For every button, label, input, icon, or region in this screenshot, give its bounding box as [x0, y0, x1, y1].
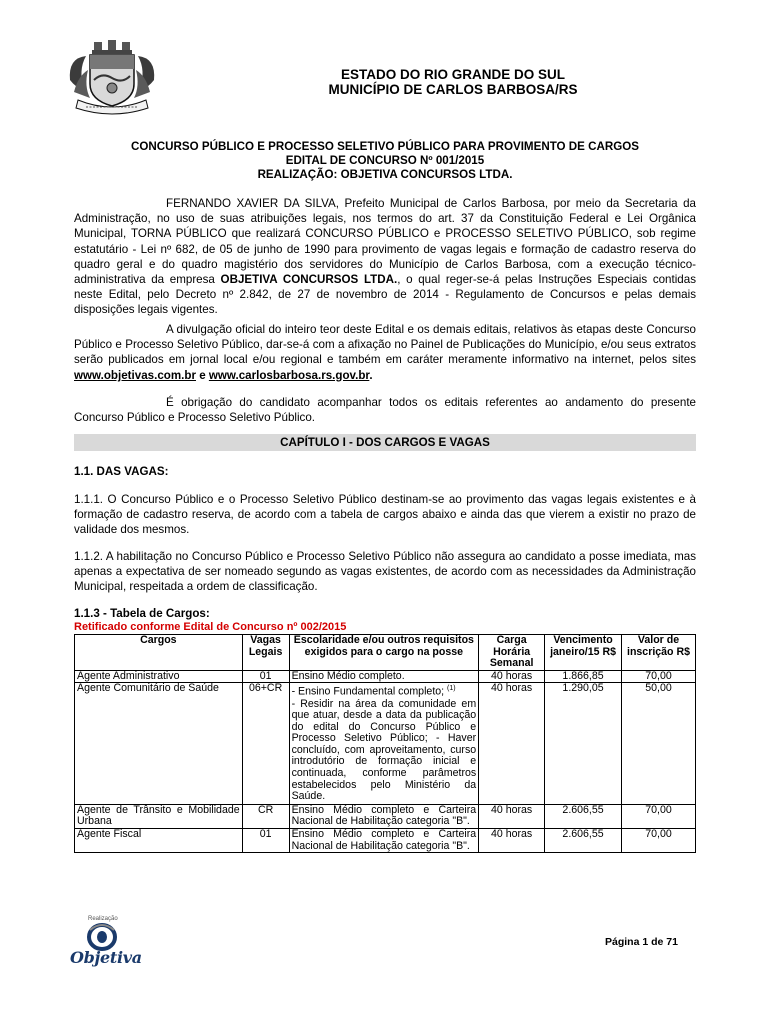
- intro-p1-text-b: , o qual reger-se-á pelas Instruções Especiais contidas neste Edital, pelo Decreto nº 2.842, de 27 de novembro de 2014 - Regulamento de Concursos e pelas demais disposições legais vigentes.: [74, 273, 696, 317]
- cell-carga: 40 horas: [479, 683, 545, 804]
- cell-vagas: CR: [242, 804, 289, 828]
- table-row: [75, 670, 696, 683]
- municipality-name: MUNICÍPIO DE CARLOS BARBOSA/RS: [328, 82, 578, 97]
- section-title: 1.1. DAS VAGAS:: [74, 465, 169, 478]
- cell-valor: 70,00: [622, 670, 696, 683]
- cell-vencimento: 1.290,05: [545, 683, 622, 804]
- cell-vagas: 01: [242, 829, 289, 853]
- cell-vencimento: 1.866,85: [545, 670, 622, 683]
- cell-escolaridade: Ensino Médio completo e Carteira Nacional de Habilitação categoria "B".: [289, 804, 479, 828]
- footnote-marker: (1): [447, 685, 456, 693]
- page-number: Página 1 de 71: [605, 936, 678, 948]
- intro-p2-end: .: [369, 368, 373, 382]
- table-row: [75, 683, 696, 804]
- objetiva-logo: [66, 916, 142, 968]
- intro-p1-text-a: FERNANDO XAVIER DA SILVA, Prefeito Municipal de Carlos Barbosa, por meio da Secretaria da Administração, no uso de suas atribuições legais, nos termos do art. 37 da Constituição Federal e Lei Orgânica Municipal, TORNA PÚBLICO que realizará CONCURSO PÚBLICO e PROCESSO SELETIVO PÚBLICO, sob regime estatutário - Lei nº 682, de 05 de junho de 1990 para provimento de vagas legais e formação de cadastro reserva do quadro geral e do quadro magistério dos servidores do Município de Carlos Barbosa, com a execução técnico-administrativa da empresa: [74, 197, 696, 287]
- cell-escolaridade: [289, 683, 479, 804]
- table-row: [75, 804, 696, 828]
- rectification-note: Retificado conforme Edital de Concurso nº 002/2015: [74, 621, 347, 633]
- logo-wordmark: Objetiva: [70, 948, 142, 967]
- header-vagas: Vagas Legais: [242, 635, 289, 671]
- intro-p2-and: e: [195, 368, 209, 382]
- edital-number: EDITAL DE CONCURSO Nº 001/2015: [285, 154, 485, 167]
- intro-paragraph-2: [74, 322, 696, 383]
- objetivas-link[interactable]: www.objetivas.com.br: [74, 368, 196, 382]
- header-escolaridade: Escolaridade e/ou outros requisitos exigidos para o cargo na posse: [289, 635, 479, 671]
- cell-valor: 70,00: [622, 804, 696, 828]
- header-carga: Carga Horária Semanal: [479, 635, 545, 671]
- cell-vencimento: 2.606,55: [545, 829, 622, 853]
- municipal-coat-of-arms: [64, 40, 160, 116]
- header-vencimento: Vencimento janeiro/15 R$: [545, 635, 622, 671]
- cell-valor: 50,00: [622, 683, 696, 804]
- cell-cargo: Agente Administrativo: [75, 670, 243, 683]
- clause-1-1-1: 1.1.1. O Concurso Público e o Processo Seletivo Público destinam-se ao provimento das vagas legais existentes e à formação de cadastro reserva, de acordo com a tabela de cargos abaixo e ainda das que vierem a existir no prazo de validade dos mesmos.: [74, 493, 696, 537]
- chapter-heading: CAPÍTULO I - DOS CARGOS E VAGAS: [74, 434, 696, 451]
- cell-carga: 40 horas: [479, 804, 545, 828]
- edital-title-block: [74, 140, 696, 182]
- cell-cargo: Agente Fiscal: [75, 829, 243, 853]
- escolaridade-line-1: - Ensino Fundamental completo;: [291, 685, 445, 698]
- cell-carga: 40 horas: [479, 829, 545, 853]
- intro-paragraph-1: [74, 196, 696, 318]
- cell-vagas: 01: [242, 670, 289, 683]
- table-row: [75, 829, 696, 853]
- intro-p1-company: OBJETIVA CONCURSOS LTDA.: [220, 273, 398, 287]
- header-valor: Valor de inscrição R$: [622, 635, 696, 671]
- intro-p3-text: É obrigação do candidato acompanhar todos os editais referentes ao andamento do presente Concurso Público e Processo Seletivo Público.: [74, 396, 696, 425]
- table-title: 1.1.3 - Tabela de Cargos:: [74, 607, 210, 620]
- header-cargo: Cargos: [75, 635, 243, 671]
- positions-table: [74, 634, 696, 853]
- document-header: [226, 67, 680, 97]
- intro-paragraph-3: [74, 395, 696, 425]
- escolaridade-extra: - Residir na área da comunidade em que atuar, desde a data da publicação do edital do Concurso Público e Processo Seletivo Público; - Haver concluído, com aproveitamento, curso introdutório de formação inicial e continuada, conforme parâmetros estabelecidos pelo Ministério da Saúde.: [291, 697, 477, 803]
- cell-carga: 40 horas: [479, 670, 545, 683]
- cell-escolaridade: Ensino Médio completo e Carteira Nacional de Habilitação categoria "B".: [289, 829, 479, 853]
- cell-vagas: 06+CR: [242, 683, 289, 804]
- table-header-row: [75, 635, 696, 671]
- clause-1-1-2: 1.1.2. A habilitação no Concurso Público e Processo Seletivo Público não assegura ao candidato a posse imediata, mas apenas a expectativa de ser nomeado segundo as vagas existentes, de acordo com as necessidades da Administração Municipal, respeitada a ordem de classificação.: [74, 550, 696, 594]
- intro-p2-text: A divulgação oficial do inteiro teor deste Edital e os demais editais, relativos às etapas deste Concurso Público e Processo Seletivo Público, dar-se-á com a afixação no Painel de Publicações do Município, e/ou seus extratos serão publicados em jornal local e/ou regional e também em caráter meramente informativo na internet, pelos sites: [74, 323, 696, 367]
- cell-vencimento: 2.606,55: [545, 804, 622, 828]
- cell-escolaridade: Ensino Médio completo.: [289, 670, 479, 683]
- cell-cargo: Agente Comunitário de Saúde: [75, 683, 243, 804]
- edital-title-line-1: CONCURSO PÚBLICO E PROCESSO SELETIVO PÚBLICO PARA PROVIMENTO DE CARGOS: [130, 140, 640, 153]
- state-name: ESTADO DO RIO GRANDE DO SUL: [340, 67, 565, 82]
- cell-cargo: Agente de Trânsito e Mobilidade Urbana: [75, 804, 243, 828]
- carlosbarbosa-link[interactable]: www.carlosbarbosa.rs.gov.br: [208, 368, 370, 382]
- cell-valor: 70,00: [622, 829, 696, 853]
- logo-label: Realização: [88, 916, 118, 922]
- coat-of-arms-icon: [64, 40, 160, 116]
- edital-organizer: REALIZAÇÃO: OBJETIVA CONCURSOS LTDA.: [257, 168, 513, 181]
